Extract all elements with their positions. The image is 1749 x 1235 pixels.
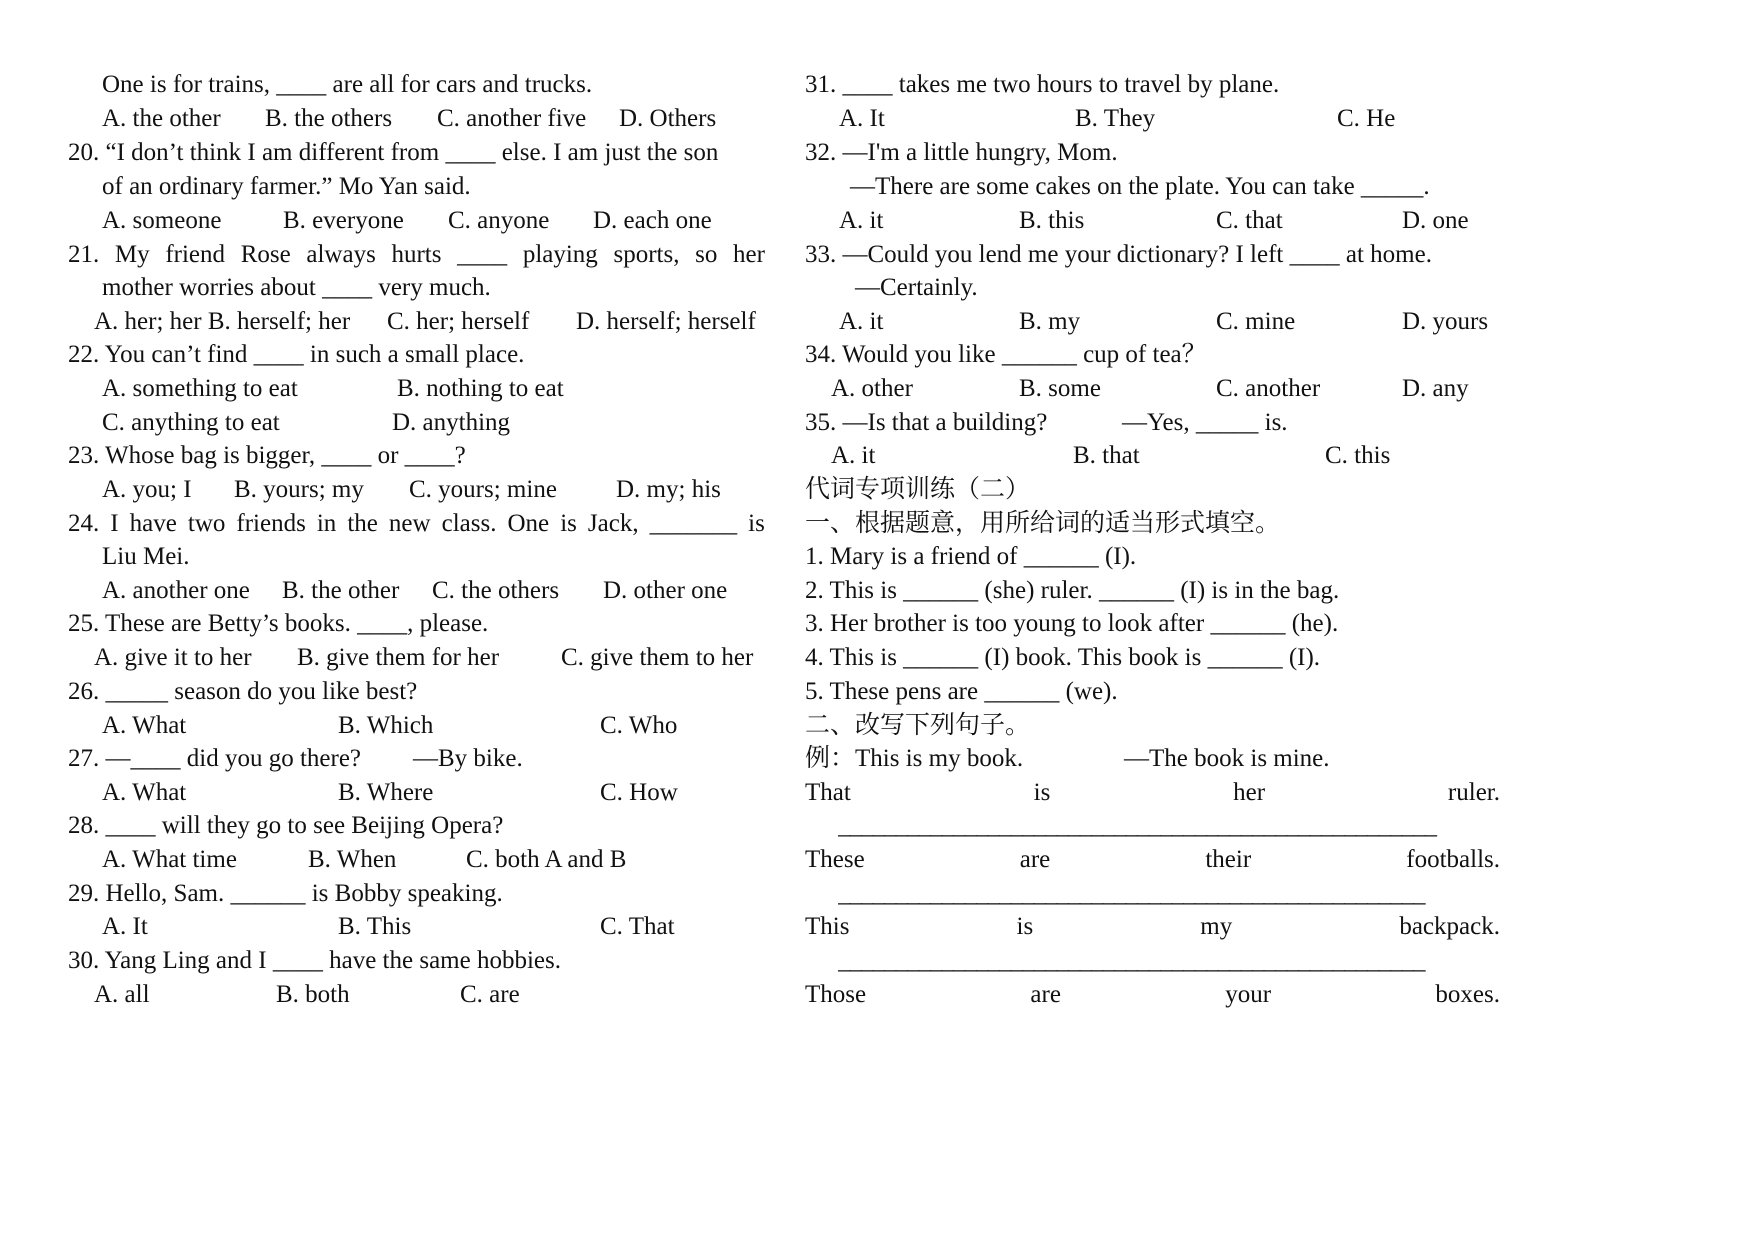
- word: their: [1205, 846, 1252, 873]
- word: hurts: [391, 241, 442, 268]
- q21-stem-1: [68, 240, 765, 270]
- q35-answer: —Yes, _____ is.: [1122, 409, 1288, 436]
- option-a: A. What: [102, 712, 187, 739]
- word: This: [805, 913, 850, 940]
- blank: _______: [649, 510, 738, 537]
- fill-item-5: 5. These pens are ______ (we).: [805, 678, 1118, 705]
- q26-options: [102, 711, 782, 741]
- option-a: A. it: [831, 442, 876, 469]
- word: are: [1019, 846, 1051, 873]
- option-d: D. any: [1402, 375, 1469, 402]
- q25-options: [94, 643, 774, 673]
- option-a: A. someone: [102, 207, 222, 234]
- q32-options: [839, 206, 1519, 236]
- option-a: A. the other: [102, 105, 221, 132]
- option-d: D. Others: [619, 105, 717, 132]
- option-c: C. that: [1216, 207, 1283, 234]
- option-b: B. this: [1019, 207, 1085, 234]
- option-b: B. the other: [282, 577, 400, 604]
- q27-options: [102, 778, 782, 808]
- q29-stem: 29. Hello, Sam. ______ is Bobby speaking.: [68, 880, 503, 907]
- q35-options: [831, 441, 1511, 471]
- q20-stem-1: 20. “I don’t think I am different from ____ else. I am just the son: [68, 139, 719, 166]
- option-b: B. Which: [338, 712, 434, 739]
- option-a: A. another one: [102, 577, 250, 604]
- option-b: B. give them for her: [297, 644, 500, 671]
- option-b: B. Where: [338, 779, 434, 806]
- q27-answer: —By bike.: [413, 745, 523, 772]
- q30-options: [94, 980, 774, 1010]
- q23-options: [102, 475, 782, 505]
- option-c: C. are: [460, 981, 520, 1008]
- rewrite-sentence-2: [805, 845, 1500, 875]
- word: your: [1225, 981, 1272, 1008]
- word: Rose: [240, 241, 291, 268]
- word: friends: [236, 510, 306, 537]
- word: the: [347, 510, 378, 537]
- option-c: C. Who: [600, 712, 678, 739]
- q21-options: [94, 307, 774, 337]
- q32-stem-1: 32. —I'm a little hungry, Mom.: [805, 139, 1118, 166]
- q19-options: [102, 104, 782, 134]
- word: friend: [165, 241, 226, 268]
- fill-item-2: 2. This is ______ (she) ruler. ______ (I) is in the bag.: [805, 577, 1340, 604]
- q33-stem-1: 33. —Could you lend me your dictionary? I left ____ at home.: [805, 241, 1432, 268]
- word: are: [1030, 981, 1061, 1008]
- option-a: A. What time: [102, 846, 237, 873]
- q28-options: [102, 845, 782, 875]
- option-b: B. This: [338, 913, 412, 940]
- word: new: [388, 510, 431, 537]
- q22-options-row1: [102, 374, 782, 404]
- word: backpack.: [1399, 913, 1500, 940]
- word: is: [560, 510, 577, 537]
- word: boxes.: [1435, 981, 1500, 1008]
- word: her: [1233, 779, 1266, 806]
- option-c: C. another: [1216, 375, 1321, 402]
- q20-stem-2: of an ordinary farmer.” Mo Yan said.: [102, 173, 471, 200]
- option-a: A. it: [839, 207, 884, 234]
- option-d: D. one: [1402, 207, 1469, 234]
- option-a: A. It: [102, 913, 148, 940]
- word: so: [695, 241, 718, 268]
- option-a: A. it: [839, 308, 884, 335]
- option-d: D. other one: [603, 577, 728, 604]
- option-c: C. That: [600, 913, 675, 940]
- rewrite-sentence-3: [805, 912, 1500, 942]
- word: have: [129, 510, 177, 537]
- option-c: C. both A and B: [466, 846, 627, 873]
- option-d: D. my; his: [616, 476, 721, 503]
- answer-blank-3: ___________________________________________________: [838, 947, 1425, 974]
- word: sports,: [613, 241, 680, 268]
- word: her: [733, 241, 765, 268]
- rewrite-sentence-1: [805, 778, 1500, 808]
- option-d: D. yours: [1402, 308, 1489, 335]
- word: is: [748, 510, 765, 537]
- option-b: B. yours; my: [234, 476, 364, 503]
- option-c: C. anyone: [448, 207, 550, 234]
- option-a: A. What: [102, 779, 187, 806]
- option-a: A. It: [839, 105, 885, 132]
- q20-options: [102, 206, 782, 236]
- option-a: A. give it to her: [94, 644, 252, 671]
- option-a: A. something to eat: [102, 375, 298, 402]
- q22-stem: 22. You can’t find ____ in such a small place.: [68, 341, 525, 368]
- word: 21.: [68, 241, 100, 268]
- option-d: D. anything: [392, 409, 511, 436]
- option-b: B. that: [1073, 442, 1140, 469]
- q25-stem: 25. These are Betty’s books. ____, please.: [68, 610, 489, 637]
- option-b: B. everyone: [283, 207, 404, 234]
- word: I: [110, 510, 119, 537]
- option-a: A. you; I: [102, 476, 192, 503]
- option-c: C. another five: [437, 105, 587, 132]
- rewrite-sentence-4: [805, 980, 1500, 1010]
- option-c: C. mine: [1216, 308, 1296, 335]
- option-b: B. some: [1019, 375, 1101, 402]
- q34-stem: 34. Would you like ______ cup of tea？: [805, 341, 1207, 368]
- option-c: C. yours; mine: [409, 476, 557, 503]
- q33-stem-2: —Certainly.: [855, 274, 978, 301]
- part2-title: 二、改写下列句子。: [805, 712, 1031, 739]
- option-b: B. nothing to eat: [397, 375, 564, 402]
- q24-stem-2: Liu Mei.: [102, 543, 190, 570]
- option-b: B. both: [276, 981, 350, 1008]
- word: is: [1033, 779, 1051, 806]
- q32-stem-2: —There are some cakes on the plate. You can take _____.: [850, 173, 1430, 200]
- example-sentence: 例：This is my book.: [805, 745, 1024, 772]
- q30-stem: 30. Yang Ling and I ____ have the same hobbies.: [68, 947, 561, 974]
- q33-options: [839, 307, 1519, 337]
- option-a: A. other: [831, 375, 913, 402]
- option-d: D. each one: [593, 207, 712, 234]
- q35-stem: 35. —Is that a building?: [805, 409, 1048, 436]
- q19-stem: One is for trains, ____ are all for cars and trucks.: [102, 71, 593, 98]
- option-b: B. my: [1019, 308, 1081, 335]
- word: two: [187, 510, 226, 537]
- option-c: C. give them to her: [561, 644, 754, 671]
- option-c: C. He: [1337, 105, 1396, 132]
- q24-stem-1: [68, 509, 765, 539]
- option-b: B. When: [308, 846, 397, 873]
- word: playing: [522, 241, 598, 268]
- fill-item-4: 4. This is ______ (I) book. This book is ______ (I).: [805, 644, 1321, 671]
- q24-options: [102, 576, 782, 606]
- word: class.: [441, 510, 497, 537]
- part1-title: 一、根据题意，用所给词的适当形式填空。: [805, 510, 1281, 537]
- option-a: A. all: [94, 981, 150, 1008]
- q29-options: [102, 912, 782, 942]
- q31-stem: 31. ____ takes me two hours to travel by plane.: [805, 71, 1280, 98]
- q31-options: [839, 104, 1519, 134]
- word: Those: [805, 981, 867, 1008]
- word: My: [114, 241, 150, 268]
- fill-item-3: 3. Her brother is too young to look after ______ (he).: [805, 610, 1339, 637]
- word: footballs.: [1406, 846, 1500, 873]
- word: These: [805, 846, 865, 873]
- option-b: B. the others: [265, 105, 393, 132]
- q21-stem-2: mother worries about ____ very much.: [102, 274, 491, 301]
- q34-options: [831, 374, 1511, 404]
- option-c: C. this: [1325, 442, 1391, 469]
- word: One: [507, 510, 550, 537]
- option-c: C. anything to eat: [102, 409, 280, 436]
- word: my: [1200, 913, 1233, 940]
- option-c: C. her; herself: [387, 308, 530, 335]
- q26-stem: 26. _____ season do you like best?: [68, 678, 418, 705]
- answer-blank-1: ____________________________________________________: [838, 812, 1436, 839]
- word: 24.: [68, 510, 100, 537]
- word: ruler.: [1447, 779, 1500, 806]
- word: always: [306, 241, 376, 268]
- q27-stem: 27. —____ did you go there?: [68, 745, 362, 772]
- word: That: [805, 779, 851, 806]
- word: in: [316, 510, 337, 537]
- option-c: C. How: [600, 779, 678, 806]
- blank: ____: [457, 241, 508, 268]
- option-d: D. herself; herself: [576, 308, 756, 335]
- q22-options-row2: [102, 408, 782, 438]
- word: is: [1016, 913, 1034, 940]
- fill-item-1: 1. Mary is a friend of ______ (I).: [805, 543, 1137, 570]
- option-b: B. They: [1075, 105, 1156, 132]
- q28-stem: 28. ____ will they go to see Beijing Opera?: [68, 812, 504, 839]
- answer-blank-2: ___________________________________________________: [838, 880, 1425, 907]
- example-answer: —The book is mine.: [1124, 745, 1330, 772]
- option-c: C. the others: [432, 577, 560, 604]
- word: Jack,: [587, 510, 639, 537]
- section-title: 代词专项训练（二）: [805, 476, 1031, 503]
- option-ab: A. her; her B. herself; her: [94, 308, 351, 335]
- q23-stem: 23. Whose bag is bigger, ____ or ____?: [68, 442, 466, 469]
